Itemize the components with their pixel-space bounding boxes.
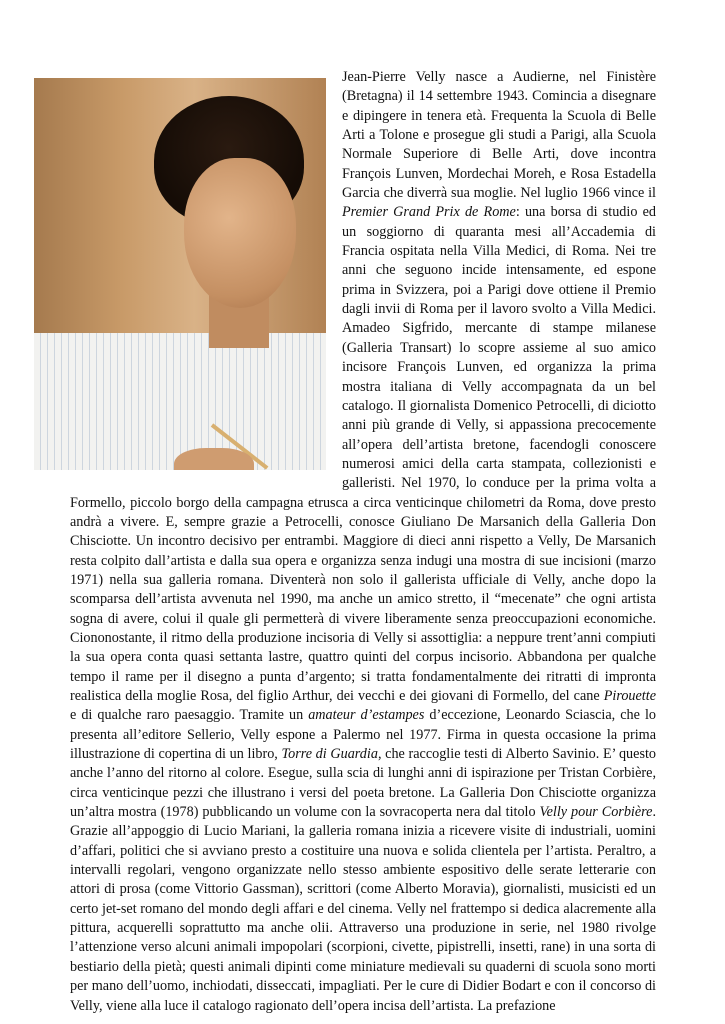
text-segment: e di qualche raro paesaggio. Tramite un <box>70 707 309 724</box>
text-segment: . Grazie all’appoggio di Lucio Mariani, la galleria romana inizia a ricevere visite di industriali, uomini d’affari, politici che si avviano presto a costituire una nuova e solida clientela per l’artista. Peraltro, a intervalli regolari, vengono organizzate nello stesso ambiente espositivo delle serate letterarie con attori di prosa (come Vittorio Gassman), scrittori (come Alberto Moravia), giornalisti, musicisti ed un certo jet-set romano del mondo degli affari e del cinema. Velly nel frattempo si dedica alacremente alla pittura, acquerelli soprattutto ma anche olii. Attraverso una produzione in serie, nel 1980 rivolge l’attenzione verso alcuni animali impopolari (scorpioni, civette, pipistrelli, insetti, rane) in una sorta di bestiario della pietà; questi animali dipinti come miniature medievali su quaderni di scuola sono morti per mano dell’uomo, inchiodati, disseccati, impagliati. Per le cure di Didier Bodart e con il concorso di Velly, viene alla luce il catalogo ragionato dell’opera incisa dell’artista. La prefazione <box>70 804 657 1014</box>
photo-float-spacer <box>70 68 342 488</box>
text-segment: , che raccoglie testi di Alberto Savinio. E’ questo anche l’anno del ritorno al colore. Esegue, sulla scia di lunghi anni di ispirazione per Tristan Corbière, circa venticinque pezzi che illustrano i versi del poeta bretone. La Galleria Don Chisciotte organizza un’altra mostra (1978) pubblicando un volume con la sovracoperta nera dal titolo <box>70 746 656 821</box>
text-segment: : una borsa di studio ed un soggiorno di quaranta mesi all’Accademia di Francia ospitata nella Villa Medici, di Roma. Nei tre anni che seguono incide intensamente, ed espone prima in Svizzera, poi a Parigi dove ottiene il Premio dagli invii di Roma per il lavoro svolto a Villa Medici. Amadeo Sigfrido, mercante di stampe milanese (Galleria Transart) lo scopre assieme al suo amico incisore François Lunven, ed organizza la prima mostra italiana di Velly accompagnata da un bel catalogo. Il giornalista Domenico Petrocelli, di diciotto anni più grande di Velly, si appassiona precocemente all’opera dell’artista bretone, facendogli conoscere numerosi amici della carta stampata, collezionisti e galleristi. Nel 1970, lo conduce per la prima volta a Formello, piccolo borgo della campagna etrusca a circa venticinque chilometri da Roma, dove presto andrà a vivere. E, sempre grazie a Petrocelli, conosce Giuliano De Marsanich della Galleria Don Chisciotte. Un incontro decisivo per entrambi. Maggiore di dieci anni rispetto a Velly, De Marsanich resta colpito dall’artista e dalla sua opera e organizza senza indugi una mostra di sue incisioni (marzo 1971) nella sua galleria romana. Diventerà non solo il gallerista ufficiale di Velly, anche dopo la scomparsa dell’artista avvenuta nel 1990, ma anche un amico stretto, il “mecenate” che ogni artista sogna di avere, colui il quale gli permetterà di vivere liberamente senza preoccupazioni economiche. Ciononostante, il ritmo della produzione incisoria di Velly si assottiglia: a neppure trent’anni compiuti la sua opera conta quasi settanta lastre, quattro quinti del corpus incisorio. Abbandona per qualche tempo il rame per il disegno a punta d’argento; si tratta fondamentalmente dei ritratti di impronta realistica della moglie Rosa, del figlio Arthur, dei vecchi e dei giovani di Formello, del cane <box>70 204 656 704</box>
italic-phrase-amateur: amateur d’estampes <box>308 707 425 724</box>
italic-title-velly-pour-corbiere: Velly pour Corbière <box>539 804 653 821</box>
italic-title-premier-grand-prix: Premier Grand Prix de Rome <box>342 204 516 221</box>
italic-title-torre-di-guardia: Torre di Guardia <box>281 746 378 763</box>
italic-name-pirouette: Pirouette <box>603 688 656 704</box>
text-segment: Jean-Pierre Velly nasce a Audierne, nel Finistère (Bretagna) il 14 settembre 1943. Comincia a disegnare e dipingere in tenera età. Frequenta la Scuola di Belle Arti a Tolone e prosegue gli studi a Parigi, alla Scuola Normale Superiore di Belle Arti, dove incontra François Lunven, Mordechai Moreh, e Rosa Estadella Garcia che diverrà sua moglie. Nel luglio 1966 vince il <box>342 69 656 202</box>
article-body <box>70 68 656 1016</box>
text-segment: d’eccezione, Leonardo Sciascia, che lo presenta all’editore Sellerio, Velly espone a Palermo nel 1977. Firma in questa occasione la prima illustrazione di copertina di un libro, <box>70 707 656 763</box>
